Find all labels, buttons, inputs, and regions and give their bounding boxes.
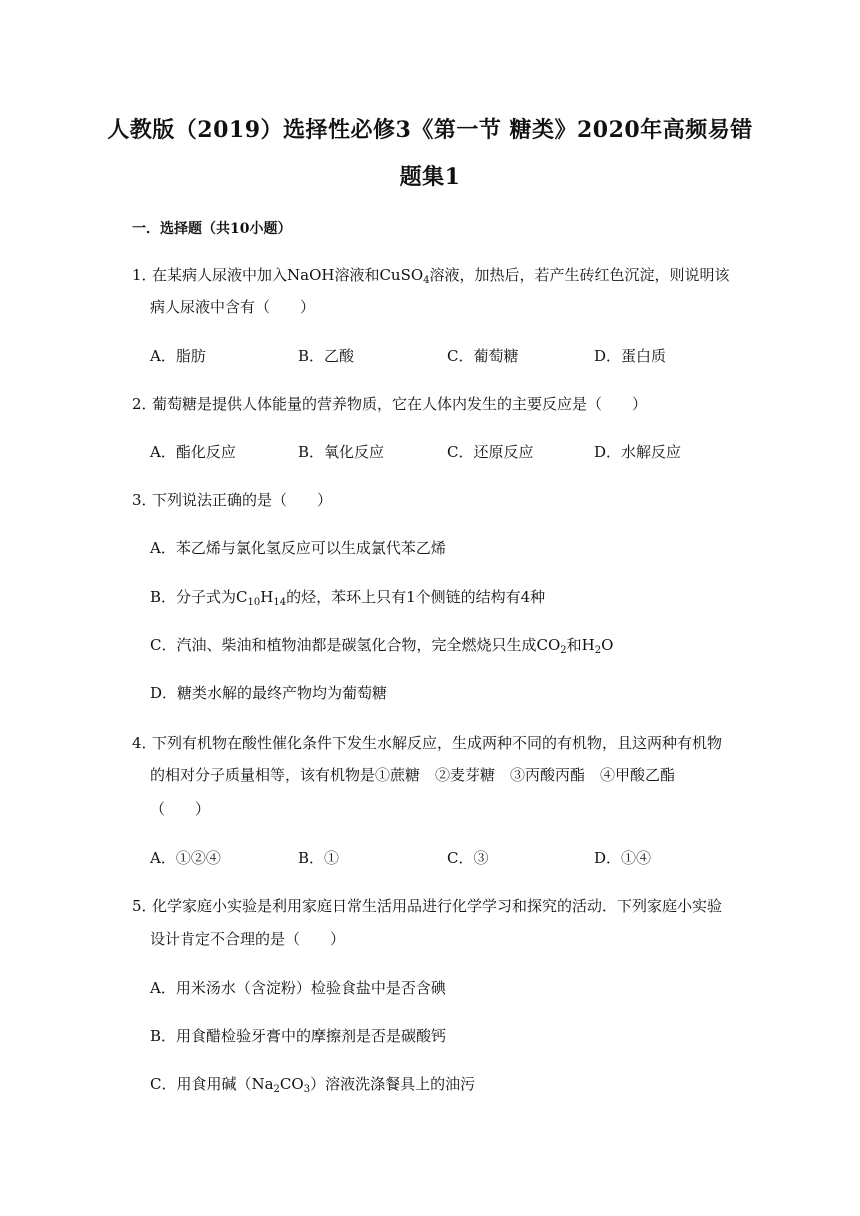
q5-option-b[interactable]: B．用食醋检验牙膏中的摩擦剂是否是碳酸钙 [150, 1027, 447, 1045]
question-number: 3． [132, 491, 157, 509]
question-2 [132, 389, 732, 419]
question-text: 溶液，加热后，若产生砖红色沉淀，则说明该 [429, 266, 730, 284]
option-text: H [260, 588, 274, 606]
question-text: 葡萄糖是提供人体能量的营养物质，它在人体内发生的主要反应是（ ） [152, 395, 648, 413]
question-4 [132, 728, 732, 758]
q4-option-c[interactable]: C．③ [447, 849, 489, 867]
section-heading: 一．选择题（共10小题） [132, 221, 292, 237]
subscript: 2 [560, 645, 567, 656]
option-text: C．汽油、柴油和植物油都是碳氢化合物，完全燃烧只生成CO [150, 636, 561, 654]
q1-option-d[interactable]: D．蛋白质 [594, 347, 667, 365]
question-text: 化学家庭小实验是利用家庭日常生活用品进行化学学习和探究的活动．下列家庭小实验 [152, 897, 723, 915]
q2-option-b[interactable]: B．氧化反应 [298, 443, 385, 461]
question-4-continuation-1: 的相对分子质量相等，该有机物是①蔗糖 ②麦芽糖 ③丙酸丙酯 ④甲酸乙酯 [150, 766, 676, 784]
question-text: 在某病人尿液中加入NaOH溶液和CuSO [152, 266, 424, 284]
subscript: 2 [273, 1084, 280, 1095]
q3-option-a[interactable]: A．苯乙烯与氯化氢反应可以生成氯代苯乙烯 [150, 539, 446, 557]
q4-option-d[interactable]: D．①④ [594, 849, 652, 867]
document-title-line2: 题集1 [399, 164, 461, 190]
question-5 [132, 891, 732, 921]
question-number: 2． [132, 395, 157, 413]
option-text: 和H [566, 636, 595, 654]
question-4-continuation-2: （ ） [150, 800, 211, 818]
question-1-continuation: 病人尿液中含有（ ） [150, 298, 316, 316]
q2-option-a[interactable]: A．酯化反应 [150, 443, 236, 461]
q5-option-a[interactable]: A．用米汤水（含淀粉）检验食盐中是否含碘 [150, 979, 446, 997]
subscript: 2 [594, 645, 602, 656]
subscript: 3 [303, 1084, 311, 1095]
question-text: 下列有机物在酸性催化条件下发生水解反应，生成两种不同的有机物，且这两种有机物 [152, 734, 723, 752]
q3-option-b[interactable] [150, 585, 545, 609]
subscript: 10 [247, 597, 261, 608]
subscript: 4 [423, 275, 430, 286]
question-number: 4． [132, 734, 157, 752]
subscript: 14 [273, 597, 287, 608]
option-text: C．用食用碱（Na [150, 1075, 274, 1093]
question-text: 下列说法正确的是（ ） [152, 491, 333, 509]
q1-option-b[interactable]: B．乙酸 [298, 347, 355, 365]
option-text: B．分子式为C [150, 588, 248, 606]
q4-option-a[interactable]: A．①②④ [150, 849, 221, 867]
q2-option-c[interactable]: C．还原反应 [447, 443, 534, 461]
q5-option-c[interactable] [150, 1072, 475, 1096]
q1-option-c[interactable]: C．葡萄糖 [447, 347, 519, 365]
question-number: 5． [132, 897, 157, 915]
q3-option-c[interactable] [150, 633, 613, 657]
option-text: O [601, 636, 614, 654]
q4-option-b[interactable]: B．① [298, 849, 340, 867]
option-text: ）溶液洗涤餐具上的油污 [310, 1075, 476, 1093]
question-3 [132, 485, 732, 515]
question-number: 1． [132, 266, 157, 284]
document-title-line1: 人教版（2019）选择性必修3《第一节 糖类》2020年高频易错 [107, 117, 753, 143]
q2-option-d[interactable]: D．水解反应 [594, 443, 682, 461]
question-1 [132, 260, 732, 290]
question-5-continuation: 设计肯定不合理的是（ ） [150, 930, 346, 948]
option-text: CO [279, 1075, 304, 1093]
q3-option-d[interactable]: D．糖类水解的最终产物均为葡萄糖 [150, 684, 388, 702]
q1-option-a[interactable]: A．脂肪 [150, 347, 206, 365]
option-text: 的烃，苯环上只有1个侧链的结构有4种 [286, 588, 546, 606]
